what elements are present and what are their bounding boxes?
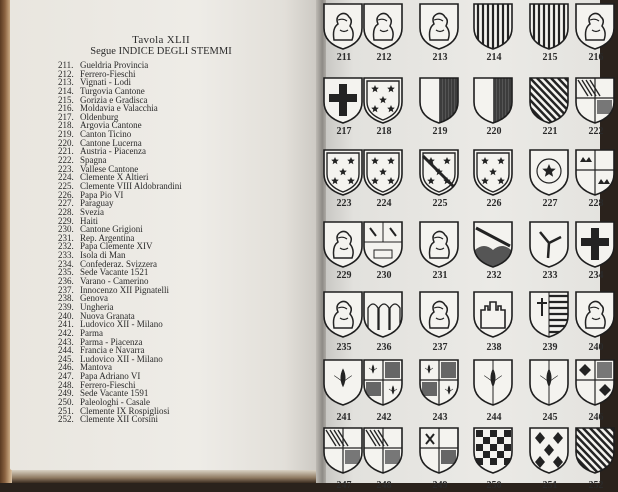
entry-name: Clemente VIII Aldobrandini xyxy=(80,180,182,191)
entry-name: Francia e Navarra xyxy=(80,345,145,356)
shield-eagle-icon xyxy=(574,290,616,339)
shield-lilies-chains-icon xyxy=(472,358,514,407)
entry-number: 211. xyxy=(58,60,74,70)
shield-number: 247 xyxy=(336,480,352,491)
entry-name: Clemente IX Rospigliosi xyxy=(80,405,170,416)
coat-of-arms-shield xyxy=(472,426,516,492)
entry-number: 213. xyxy=(58,77,74,88)
coat-of-arms-shield xyxy=(322,290,366,356)
shield-number: 244 xyxy=(486,412,502,423)
index-entry xyxy=(58,355,182,364)
shield-bend-hills-icon xyxy=(472,220,514,269)
entry-name: Cantone Lucerna xyxy=(80,137,142,148)
coat-of-arms-shield xyxy=(472,76,516,142)
shield-triskelion-icon xyxy=(528,220,570,269)
shield-lozenges-icon xyxy=(528,426,570,475)
entry-name: Canton Ticino xyxy=(80,129,132,140)
entry-number: 252. xyxy=(58,414,74,425)
shield-arches-icon xyxy=(362,290,404,339)
entry-number: 228. xyxy=(58,206,74,217)
entry-number: 229. xyxy=(58,215,74,226)
coat-of-arms-shield xyxy=(472,148,516,214)
entry-name: Vignati - Lodi xyxy=(80,77,131,88)
entry-number: 227. xyxy=(58,198,74,209)
entry-number: 243. xyxy=(58,336,74,347)
index-entry xyxy=(58,286,182,295)
entry-name: Turgovia Cantone xyxy=(80,85,145,96)
shield-stars-border-icon xyxy=(362,148,404,197)
plate-title: Tavola XLII xyxy=(132,34,190,46)
coat-of-arms-shield xyxy=(472,220,516,286)
coat-of-arms-shield xyxy=(472,358,516,424)
entry-name: Parma xyxy=(80,327,103,338)
coat-of-arms-shield xyxy=(574,2,618,68)
entry-number: 215. xyxy=(58,94,74,105)
coat-of-arms-shield xyxy=(574,358,618,424)
entry-name: Gorizia e Gradisca xyxy=(80,94,148,105)
entry-number: 250. xyxy=(58,396,74,407)
entry-number: 225. xyxy=(58,180,74,191)
shield-number: 235 xyxy=(336,342,352,353)
coat-of-arms-shield xyxy=(362,148,406,214)
shield-number: 225 xyxy=(432,198,448,209)
coat-of-arms-shield xyxy=(322,220,366,286)
entry-name: Rep. Argentina xyxy=(80,232,135,243)
shield-pots-icon xyxy=(418,290,460,339)
entry-name: Paraguay xyxy=(80,198,114,209)
entry-name: Ludovico XII - Milano xyxy=(80,353,163,364)
entry-number: 244. xyxy=(58,345,74,356)
shield-bull-head-icon xyxy=(574,2,616,51)
coat-of-arms-shield xyxy=(574,76,618,142)
shield-star-rays-icon xyxy=(528,148,570,197)
coat-of-arms-shield xyxy=(418,426,462,492)
entry-name: Ferrero-Fieschi xyxy=(80,68,136,79)
shield-stars-lily-icon xyxy=(472,148,514,197)
shield-number: 248 xyxy=(376,480,392,491)
shield-number: 251 xyxy=(542,480,558,491)
plate-subtitle: Segue INDICE DEGLI STEMMI xyxy=(90,46,232,57)
shield-number: 231 xyxy=(432,270,448,281)
entry-number: 235. xyxy=(58,267,74,278)
shield-number: 227 xyxy=(542,198,558,209)
coat-of-arms-shield xyxy=(528,148,572,214)
entry-number: 217. xyxy=(58,111,74,122)
entry-number: 233. xyxy=(58,250,74,261)
coat-of-arms-shield xyxy=(418,148,462,214)
entry-number: 240. xyxy=(58,310,74,321)
index-entry xyxy=(58,320,182,329)
entry-number: 212. xyxy=(58,68,74,79)
shield-keys-quarterly-icon xyxy=(418,426,460,475)
entry-name: Papa Pio VI xyxy=(80,189,124,200)
coat-of-arms-shield xyxy=(322,358,366,424)
entry-name: Mantova xyxy=(80,362,112,373)
entry-number: 219. xyxy=(58,129,74,140)
entry-name: Gueldria Provincia xyxy=(80,60,149,70)
coat-of-arms-shield xyxy=(472,290,516,356)
coat-of-arms-shield xyxy=(528,76,572,142)
coat-of-arms-shield xyxy=(528,358,572,424)
shield-lilies-serpent-icon xyxy=(528,358,570,407)
coat-of-arms-shield xyxy=(322,2,366,68)
entry-number: 245. xyxy=(58,353,74,364)
entry-name: Sede Vacante 1521 xyxy=(80,267,149,278)
shield-quarterly-icon xyxy=(574,76,616,125)
coat-of-arms-shield xyxy=(574,220,618,286)
coat-of-arms-shield xyxy=(362,426,406,492)
shield-number: 237 xyxy=(432,342,448,353)
entry-number: 216. xyxy=(58,103,74,114)
entry-number: 222. xyxy=(58,155,74,166)
shield-lion-icon xyxy=(322,2,364,51)
shield-stars-bend-icon xyxy=(418,148,460,197)
coat-of-arms-index-list xyxy=(58,61,182,424)
shield-number: 249 xyxy=(432,480,448,491)
entry-name: Innocenzo XII Pignatelli xyxy=(80,284,169,295)
entry-number: 246. xyxy=(58,362,74,373)
entry-name: Genova xyxy=(80,293,108,304)
shield-castle-icon xyxy=(472,290,514,339)
entry-name: Parma - Piacenza xyxy=(80,336,143,347)
shield-number: 218 xyxy=(376,126,392,137)
shield-bendy-quarterly-icon xyxy=(322,426,364,475)
entry-name: Ludovico XII - Milano xyxy=(80,319,163,330)
coat-of-arms-shield xyxy=(528,2,572,68)
entry-number: 237. xyxy=(58,284,74,295)
entry-number: 242. xyxy=(58,327,74,338)
coat-of-arms-shield xyxy=(472,2,516,68)
entry-number: 248. xyxy=(58,379,74,390)
entry-name: Vallese Cantone xyxy=(80,163,139,174)
shield-number: 216 xyxy=(588,52,604,63)
coat-of-arms-shield xyxy=(528,426,572,492)
shield-tripartite-icon xyxy=(362,220,404,269)
shield-chequy-icon xyxy=(472,426,514,475)
shield-vertical-stripes-icon xyxy=(528,2,570,51)
shield-number: 250 xyxy=(486,480,502,491)
shield-number: 229 xyxy=(336,270,352,281)
coat-of-arms-shield xyxy=(418,76,462,142)
shield-bend-quarterly-icon xyxy=(362,426,404,475)
coat-of-arms-shield xyxy=(418,358,462,424)
shield-number: 221 xyxy=(542,126,558,137)
entry-number: 241. xyxy=(58,319,74,330)
entry-number: 251. xyxy=(58,405,74,416)
entry-number: 221. xyxy=(58,146,74,157)
shield-number: 223 xyxy=(336,198,352,209)
entry-number: 220. xyxy=(58,137,74,148)
shield-number: 246 xyxy=(588,412,604,423)
shield-lilies-quarterly-icon xyxy=(362,358,404,407)
entry-name: Paleologhi - Casale xyxy=(80,396,150,407)
shield-number: 212 xyxy=(376,52,392,63)
index-entry xyxy=(58,191,182,200)
shield-number: 217 xyxy=(336,126,352,137)
entry-name: Papa Clemente XIV xyxy=(80,241,153,252)
index-entry xyxy=(58,199,182,208)
shield-number: 215 xyxy=(542,52,558,63)
coat-of-arms-shield xyxy=(362,76,406,142)
coat-of-arms-shield xyxy=(362,358,406,424)
entry-name: Svezia xyxy=(80,206,104,217)
shield-number: 228 xyxy=(588,198,604,209)
shield-number: 219 xyxy=(432,126,448,137)
coat-of-arms-shield xyxy=(322,76,366,142)
index-entry xyxy=(58,208,182,217)
coat-of-arms-shield xyxy=(362,290,406,356)
entry-number: 232. xyxy=(58,241,74,252)
coat-of-arms-shield xyxy=(528,220,572,286)
shield-vertical-stripes-icon xyxy=(472,2,514,51)
entry-number: 231. xyxy=(58,232,74,243)
shield-number: 224 xyxy=(376,198,392,209)
shield-lilies-quarterly-icon xyxy=(418,358,460,407)
shield-number: 252 xyxy=(588,480,604,491)
shield-number: 241 xyxy=(336,412,352,423)
index-entry xyxy=(58,104,182,113)
shield-number: 236 xyxy=(376,342,392,353)
shield-keys-icon xyxy=(322,290,364,339)
coat-of-arms-shield xyxy=(322,148,366,214)
shield-per-pale-icon xyxy=(418,76,460,125)
entry-name: Cantone Grigioni xyxy=(80,224,143,235)
entry-name: Confederaz. Svizzera xyxy=(80,258,157,269)
shield-barry-cross-icon xyxy=(528,290,570,339)
shield-number: 234 xyxy=(588,270,604,281)
shield-number: 222 xyxy=(588,126,604,137)
entry-number: 249. xyxy=(58,388,74,399)
shield-lion-icon xyxy=(418,2,460,51)
shield-stars-per-pale-icon xyxy=(322,148,364,197)
shield-number: 230 xyxy=(376,270,392,281)
entry-number: 218. xyxy=(58,120,74,131)
coat-of-arms-shield xyxy=(418,2,462,68)
entry-name: Isola di Man xyxy=(80,250,126,261)
coat-of-arms-shield xyxy=(322,426,366,492)
shield-cross-icon xyxy=(574,220,616,269)
shield-eagles-quarterly-icon xyxy=(574,358,616,407)
shield-palm-icon xyxy=(322,220,364,269)
shield-cross-icon xyxy=(322,76,364,125)
shield-number: 226 xyxy=(486,198,502,209)
entry-name: Clemente XII Corsini xyxy=(80,414,158,425)
coat-of-arms-shield xyxy=(418,220,462,286)
entry-name: Nuova Granata xyxy=(80,310,135,321)
shield-number: 232 xyxy=(486,270,502,281)
entry-name: Varano - Camerino xyxy=(80,276,149,287)
entry-number: 214. xyxy=(58,85,74,96)
entry-number: 224. xyxy=(58,172,74,183)
entry-name: Papa Adriano VI xyxy=(80,371,141,382)
entry-name: Ungheria xyxy=(80,301,114,312)
coat-of-arms-shield xyxy=(362,220,406,286)
entry-name: Haiti xyxy=(80,215,98,226)
entry-name: Spagna xyxy=(80,155,107,166)
shield-crowns-quarterly-icon xyxy=(574,148,616,197)
entry-number: 226. xyxy=(58,189,74,200)
shield-bend-stripes-icon xyxy=(574,426,616,475)
entry-number: 236. xyxy=(58,276,74,287)
left-page xyxy=(10,0,322,470)
entry-name: Moldavia e Valacchia xyxy=(80,103,158,114)
shield-per-pale-icon xyxy=(472,76,514,125)
shield-bendy-icon xyxy=(528,76,570,125)
shield-number: 211 xyxy=(336,52,352,63)
shield-number: 245 xyxy=(542,412,558,423)
shield-fleur-de-lis-icon xyxy=(322,358,364,407)
entry-name: Clemente X Altieri xyxy=(80,172,149,183)
shield-number: 239 xyxy=(542,342,558,353)
page-bottom-edge xyxy=(12,470,322,483)
shield-lion-crowned-icon xyxy=(362,2,404,51)
index-entry xyxy=(58,294,182,303)
entry-number: 234. xyxy=(58,258,74,269)
entry-name: Argovia Cantone xyxy=(80,120,142,131)
shield-hands-cap-icon xyxy=(418,220,460,269)
entry-number: 223. xyxy=(58,163,74,174)
coat-of-arms-shield xyxy=(362,2,406,68)
index-entry xyxy=(58,415,182,424)
entry-number: 238. xyxy=(58,293,74,304)
shield-stars-waves-icon xyxy=(362,76,404,125)
coat-of-arms-shield xyxy=(574,426,618,492)
right-page-shield-plate xyxy=(326,0,604,491)
entry-name: Austria - Piacenza xyxy=(80,146,146,157)
entry-number: 239. xyxy=(58,301,74,312)
shield-number: 243 xyxy=(432,412,448,423)
shield-number: 214 xyxy=(486,52,502,63)
index-entry xyxy=(58,147,182,156)
shield-number: 213 xyxy=(432,52,448,63)
coat-of-arms-shield xyxy=(418,290,462,356)
entry-name: Sede Vacante 1591 xyxy=(80,388,149,399)
entry-number: 247. xyxy=(58,371,74,382)
entry-name: Ferrero-Fieschi xyxy=(80,379,136,390)
entry-name: Oldenburg xyxy=(80,111,119,122)
shield-number: 220 xyxy=(486,126,502,137)
entry-number: 230. xyxy=(58,224,74,235)
coat-of-arms-shield xyxy=(528,290,572,356)
shield-number: 242 xyxy=(376,412,392,423)
shield-number: 240 xyxy=(588,342,604,353)
coat-of-arms-shield xyxy=(574,290,618,356)
shield-number: 233 xyxy=(542,270,558,281)
shield-number: 238 xyxy=(486,342,502,353)
coat-of-arms-shield xyxy=(574,148,618,214)
